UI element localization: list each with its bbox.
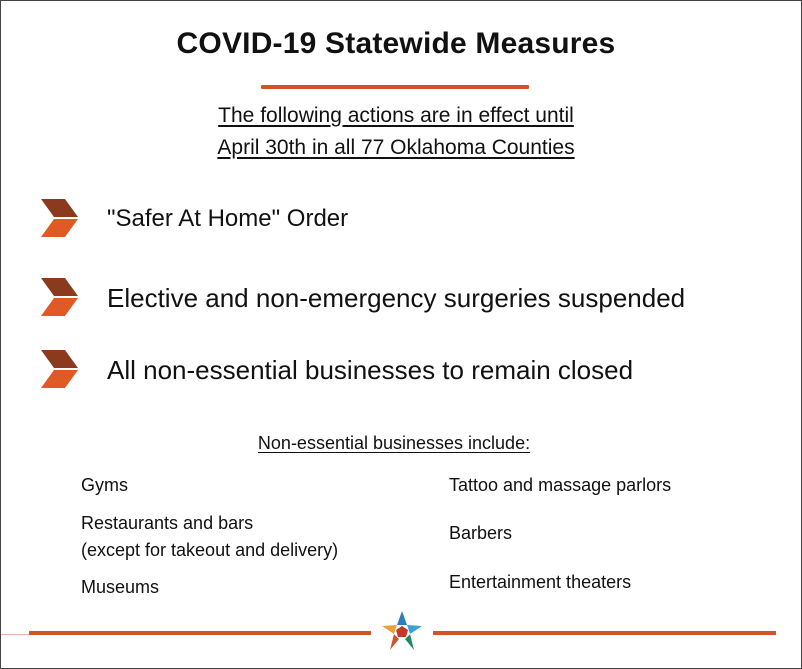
footer-divider-right: [433, 631, 776, 635]
business-item-museums: Museums: [81, 577, 160, 597]
chevron-right-icon: [41, 199, 79, 239]
page-title: COVID-19 Statewide Measures: [176, 27, 616, 60]
footer-divider-left: [29, 631, 371, 635]
measure-label: Elective and non-emergency surgeries suspended: [107, 282, 686, 313]
subtitle-line-2: April 30th in all 77 Oklahoma Counties: [217, 136, 575, 159]
business-item-theaters: Entertainment theaters: [449, 572, 632, 592]
measure-item: [41, 278, 685, 318]
oklahoma-star-logo-icon: [379, 609, 425, 655]
measure-label: All non-essential businesses to remain closed: [107, 354, 634, 385]
chevron-right-icon: [41, 350, 79, 390]
title-divider: [261, 85, 529, 89]
business-item-restaurants-note: (except for takeout and delivery): [81, 540, 339, 560]
chevron-right-icon: [41, 278, 79, 318]
business-item-gyms: Gyms: [81, 475, 128, 495]
measure-item: [41, 350, 633, 390]
business-item-tattoo-massage: Tattoo and massage parlors: [449, 475, 672, 495]
business-item-restaurants: Restaurants and bars: [81, 513, 254, 533]
businesses-heading: Non-essential businesses include:: [257, 433, 531, 453]
measure-label: "Safer At Home" Order: [107, 205, 349, 232]
footer-left-edge-line: [1, 634, 31, 635]
subtitle-line-1: The following actions are in effect until: [218, 104, 574, 127]
measure-item: [41, 199, 348, 239]
business-item-barbers: Barbers: [449, 523, 513, 543]
